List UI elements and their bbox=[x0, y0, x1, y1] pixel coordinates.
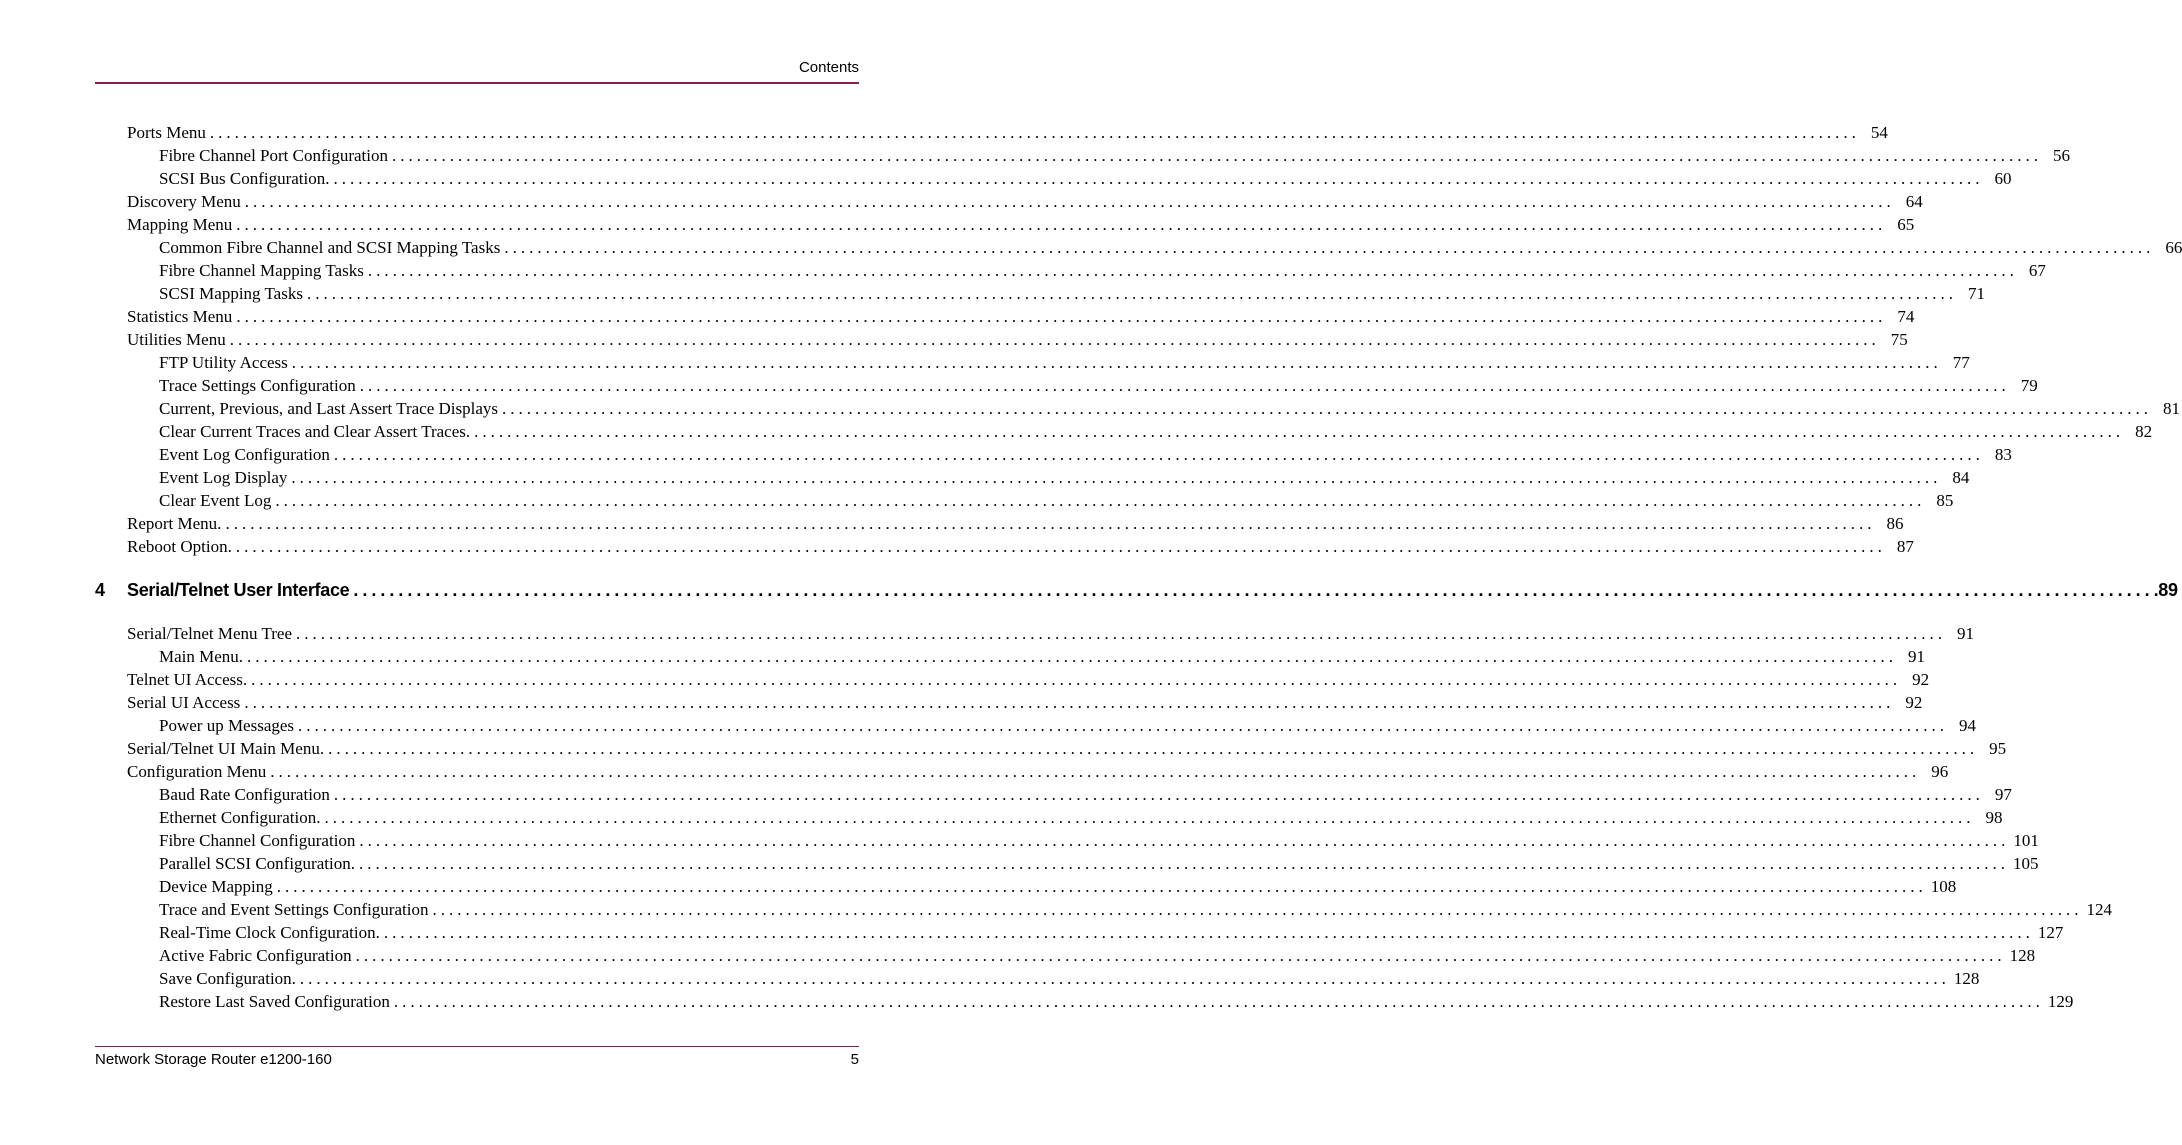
dot-leader: ........................................................................................................................................................................................................ bbox=[298, 716, 1949, 735]
toc-entry-page: 124 bbox=[2086, 900, 2112, 919]
toc-entry[interactable] bbox=[95, 397, 2181, 420]
dot-leader: ........................................................................................................................................................................................................ bbox=[236, 215, 1887, 234]
toc-entry[interactable] bbox=[95, 167, 2012, 190]
dot-leader: ........................................................................................................................................................................................................ bbox=[353, 580, 2154, 600]
toc-entry-title: Parallel SCSI Configuration. bbox=[159, 854, 355, 873]
toc-entry[interactable] bbox=[95, 622, 1975, 645]
toc-entry-title: Fibre Channel Mapping Tasks bbox=[159, 261, 364, 280]
toc-entry-page: 92 bbox=[1912, 670, 1930, 689]
toc-entry-title: Serial/Telnet Menu Tree bbox=[127, 624, 293, 643]
dot-leader: ........................................................................................................................................................................................................ bbox=[393, 992, 2044, 1011]
toc-entry[interactable] bbox=[95, 783, 2012, 806]
toc-entry-page: 101 bbox=[2013, 831, 2039, 850]
toc-entry-page: 98 bbox=[1985, 808, 2003, 827]
dot-leader: ........................................................................................................................................................................................................ bbox=[235, 537, 1886, 556]
toc-entry-page: 56 bbox=[2053, 146, 2071, 165]
toc-entry[interactable] bbox=[95, 512, 1904, 535]
toc-entry-title: SCSI Bus Configuration. bbox=[159, 169, 330, 188]
dot-leader: ........................................................................................................................................................................................................ bbox=[474, 422, 2125, 441]
toc-entry-page: 86 bbox=[1886, 514, 1904, 533]
toc-entry-title: FTP Utility Access bbox=[159, 353, 288, 372]
toc-entry-page: 77 bbox=[1952, 353, 1970, 372]
dot-leader: ........................................................................................................................................................................................................ bbox=[367, 261, 2018, 280]
dot-leader: ........................................................................................................................................................................................................ bbox=[291, 353, 1942, 372]
toc-entry[interactable] bbox=[95, 714, 1977, 737]
dot-leader: ........................................................................................................................................................................................................ bbox=[504, 238, 2155, 257]
dot-leader: ........................................................................................................................................................................................................ bbox=[236, 307, 1887, 326]
toc-entry-title: Clear Event Log bbox=[159, 491, 272, 510]
toc-entry-page: 74 bbox=[1897, 307, 1915, 326]
dot-leader: ........................................................................................................................................................................................................ bbox=[355, 946, 2006, 965]
toc-entry[interactable] bbox=[95, 967, 1980, 990]
dot-leader: ........................................................................................................................................................................................................ bbox=[275, 491, 1926, 510]
toc-entry[interactable] bbox=[95, 305, 1915, 328]
toc-entry-title: Telnet UI Access. bbox=[127, 670, 248, 689]
toc-entry[interactable] bbox=[95, 489, 1954, 512]
toc-entry-page: 91 bbox=[1908, 647, 1926, 666]
toc-entry[interactable] bbox=[95, 806, 2003, 829]
dot-leader: ........................................................................................................................................................................................................ bbox=[333, 445, 1984, 464]
toc-entry-page: 65 bbox=[1897, 215, 1915, 234]
dot-leader: ........................................................................................................................................................................................................ bbox=[299, 969, 1950, 988]
toc-entry[interactable] bbox=[95, 921, 2064, 944]
dot-leader: ........................................................................................................................................................................................................ bbox=[333, 785, 1984, 804]
toc-entry-title: SCSI Mapping Tasks bbox=[159, 284, 303, 303]
toc-entry[interactable] bbox=[95, 852, 2039, 875]
toc-entry-title: Ports Menu bbox=[127, 123, 206, 142]
toc-entry[interactable] bbox=[95, 328, 1908, 351]
dot-leader: ........................................................................................................................................................................................................ bbox=[296, 624, 1947, 643]
toc-entry-page: 108 bbox=[1930, 877, 1957, 896]
toc-entry-title: Device Mapping bbox=[159, 877, 273, 896]
toc-entry-title: Serial/Telnet UI Main Menu. bbox=[127, 739, 325, 758]
toc-entry[interactable] bbox=[95, 668, 1930, 691]
toc-entry-title: Baud Rate Configuration bbox=[159, 785, 330, 804]
toc-entry-title: Save Configuration. bbox=[159, 969, 296, 988]
footer-page-number: 5 bbox=[850, 1051, 859, 1068]
toc-entry[interactable] bbox=[95, 829, 2039, 852]
toc-entry[interactable] bbox=[95, 443, 2012, 466]
toc-entry-page: 54 bbox=[1870, 123, 1888, 142]
toc-entry[interactable] bbox=[95, 645, 1926, 668]
toc-entry-page: 128 bbox=[1953, 969, 1980, 988]
toc-entry-title: Trace and Event Settings Configuration bbox=[159, 900, 429, 919]
dot-leader: ........................................................................................................................................................................................................ bbox=[333, 169, 1984, 188]
dot-leader: ........................................................................................................................................................................................................ bbox=[291, 468, 1942, 487]
chapter-page: .89 bbox=[2153, 580, 2178, 600]
table-of-contents bbox=[95, 121, 2182, 1013]
toc-entry-page: 97 bbox=[1994, 785, 2012, 804]
toc-entry[interactable] bbox=[95, 466, 1970, 489]
toc-entry[interactable] bbox=[95, 282, 1985, 305]
dot-leader: ........................................................................................................................................................................................................ bbox=[359, 831, 2010, 850]
dot-leader: ........................................................................................................................................................................................................ bbox=[244, 192, 1895, 211]
toc-entry-page: 81 bbox=[2163, 399, 2181, 418]
toc-entry-page: 60 bbox=[1994, 169, 2012, 188]
toc-entry-title: Common Fibre Channel and SCSI Mapping Tasks bbox=[159, 238, 501, 257]
toc-entry-title: Event Log Display bbox=[159, 468, 288, 487]
toc-entry-title: Reboot Option. bbox=[127, 537, 232, 556]
toc-entry-title: Clear Current Traces and Clear Assert Traces. bbox=[159, 422, 471, 441]
toc-entry[interactable] bbox=[95, 236, 2182, 259]
dot-leader: ........................................................................................................................................................................................................ bbox=[358, 854, 2009, 873]
toc-entry[interactable] bbox=[95, 990, 2074, 1013]
toc-entry-title: Configuration Menu bbox=[127, 762, 267, 781]
running-header: Contents bbox=[798, 59, 859, 76]
toc-entry-title: Power up Messages bbox=[159, 716, 295, 735]
dot-leader: ........................................................................................................................................................................................................ bbox=[247, 647, 1898, 666]
toc-entry-page: 84 bbox=[1952, 468, 1970, 487]
toc-entry-page: 95 bbox=[1989, 739, 2007, 758]
dot-leader: ........................................................................................................................................................................................................ bbox=[359, 376, 2010, 395]
toc-entry-page: 92 bbox=[1905, 693, 1923, 712]
toc-entry[interactable] bbox=[95, 944, 2036, 967]
toc-entry[interactable] bbox=[95, 898, 2112, 921]
toc-entry-title: Current, Previous, and Last Assert Trace Displays bbox=[159, 399, 499, 418]
toc-entry-title: Utilities Menu bbox=[127, 330, 226, 349]
toc-entry[interactable] bbox=[95, 121, 1888, 144]
toc-entry-page: 82 bbox=[2135, 422, 2153, 441]
dot-leader: ........................................................................................................................................................................................................ bbox=[392, 146, 2043, 165]
dot-leader: ........................................................................................................................................................................................................ bbox=[244, 693, 1895, 712]
toc-entry-page: 85 bbox=[1936, 491, 1954, 510]
toc-entry-title: Trace Settings Configuration bbox=[159, 376, 356, 395]
toc-entry[interactable] bbox=[95, 875, 1957, 898]
toc-entry[interactable] bbox=[95, 737, 2007, 760]
toc-entry[interactable] bbox=[95, 190, 1923, 213]
dot-leader: ........................................................................................................................................................................................................ bbox=[225, 514, 1876, 533]
toc-entry-title: Active Fabric Configuration bbox=[159, 946, 352, 965]
toc-entry-page: 129 bbox=[2047, 992, 2074, 1011]
toc-entry-title: Serial UI Access bbox=[127, 693, 241, 712]
toc-entry-title: Fibre Channel Port Configuration bbox=[159, 146, 389, 165]
dot-leader: ........................................................................................................................................................................................................ bbox=[383, 923, 2034, 942]
toc-entry[interactable] bbox=[95, 420, 2153, 443]
toc-entry-title: Discovery Menu bbox=[127, 192, 241, 211]
dot-leader: ........................................................................................................................................................................................................ bbox=[229, 330, 1880, 349]
toc-entry-page: 128 bbox=[2009, 946, 2036, 965]
toc-entry-page: 91 bbox=[1957, 624, 1975, 643]
toc-entry[interactable] bbox=[95, 374, 2038, 397]
toc-entry-title: Real-Time Clock Configuration. bbox=[159, 923, 380, 942]
toc-entry[interactable] bbox=[95, 691, 1923, 714]
toc-entry-title: Mapping Menu bbox=[127, 215, 233, 234]
toc-entry-page: 75 bbox=[1890, 330, 1908, 349]
dot-leader: ........................................................................................................................................................................................................ bbox=[432, 900, 2083, 919]
toc-entry-page: 87 bbox=[1896, 537, 1914, 556]
toc-entry-page: 83 bbox=[1994, 445, 2012, 464]
toc-entry-page: 66 bbox=[2165, 238, 2182, 257]
toc-entry-page: 67 bbox=[2028, 261, 2046, 280]
dot-leader: ........................................................................................................................................................................................................ bbox=[209, 123, 1860, 142]
toc-entry-title: Restore Last Saved Configuration bbox=[159, 992, 390, 1011]
dot-leader: ........................................................................................................................................................................................................ bbox=[324, 808, 1975, 827]
toc-entry[interactable] bbox=[95, 535, 1914, 558]
toc-entry-page: 127 bbox=[2037, 923, 2064, 942]
dot-leader: ........................................................................................................................................................................................................ bbox=[276, 877, 1927, 896]
toc-entry[interactable] bbox=[95, 760, 1949, 783]
footer-document-title: Network Storage Router e1200-160 bbox=[95, 1051, 332, 1068]
toc-entry[interactable] bbox=[95, 213, 1915, 236]
toc-chapter-heading[interactable] bbox=[95, 558, 2178, 622]
toc-entry[interactable] bbox=[95, 144, 2071, 167]
dot-leader: ........................................................................................................................................................................................................ bbox=[502, 399, 2153, 418]
toc-entry-title: Report Menu. bbox=[127, 514, 222, 533]
toc-entry-page: 79 bbox=[2020, 376, 2038, 395]
chapter-title: Serial/Telnet User Interface bbox=[127, 580, 350, 600]
dot-leader: ........................................................................................................................................................................................................ bbox=[270, 762, 1921, 781]
toc-entry-page: 94 bbox=[1959, 716, 1977, 735]
toc-entry-title: Fibre Channel Configuration bbox=[159, 831, 356, 850]
toc-entry-title: Event Log Configuration bbox=[159, 445, 330, 464]
header-rule bbox=[95, 82, 859, 84]
toc-entry-page: 71 bbox=[1967, 284, 1985, 303]
toc-entry-page: 64 bbox=[1905, 192, 1923, 211]
toc-entry[interactable] bbox=[95, 259, 2046, 282]
dot-leader: ........................................................................................................................................................................................................ bbox=[251, 670, 1902, 689]
toc-entry-title: Ethernet Configuration. bbox=[159, 808, 321, 827]
toc-entry[interactable] bbox=[95, 351, 1970, 374]
dot-leader: ........................................................................................................................................................................................................ bbox=[328, 739, 1979, 758]
dot-leader: ........................................................................................................................................................................................................ bbox=[306, 284, 1957, 303]
toc-entry-page: 105 bbox=[2012, 854, 2039, 873]
chapter-number: 4 bbox=[95, 580, 105, 600]
toc-entry-title: Main Menu. bbox=[159, 647, 244, 666]
footer-rule bbox=[95, 1046, 859, 1047]
toc-entry-page: 96 bbox=[1931, 762, 1949, 781]
toc-entry-title: Statistics Menu bbox=[127, 307, 233, 326]
